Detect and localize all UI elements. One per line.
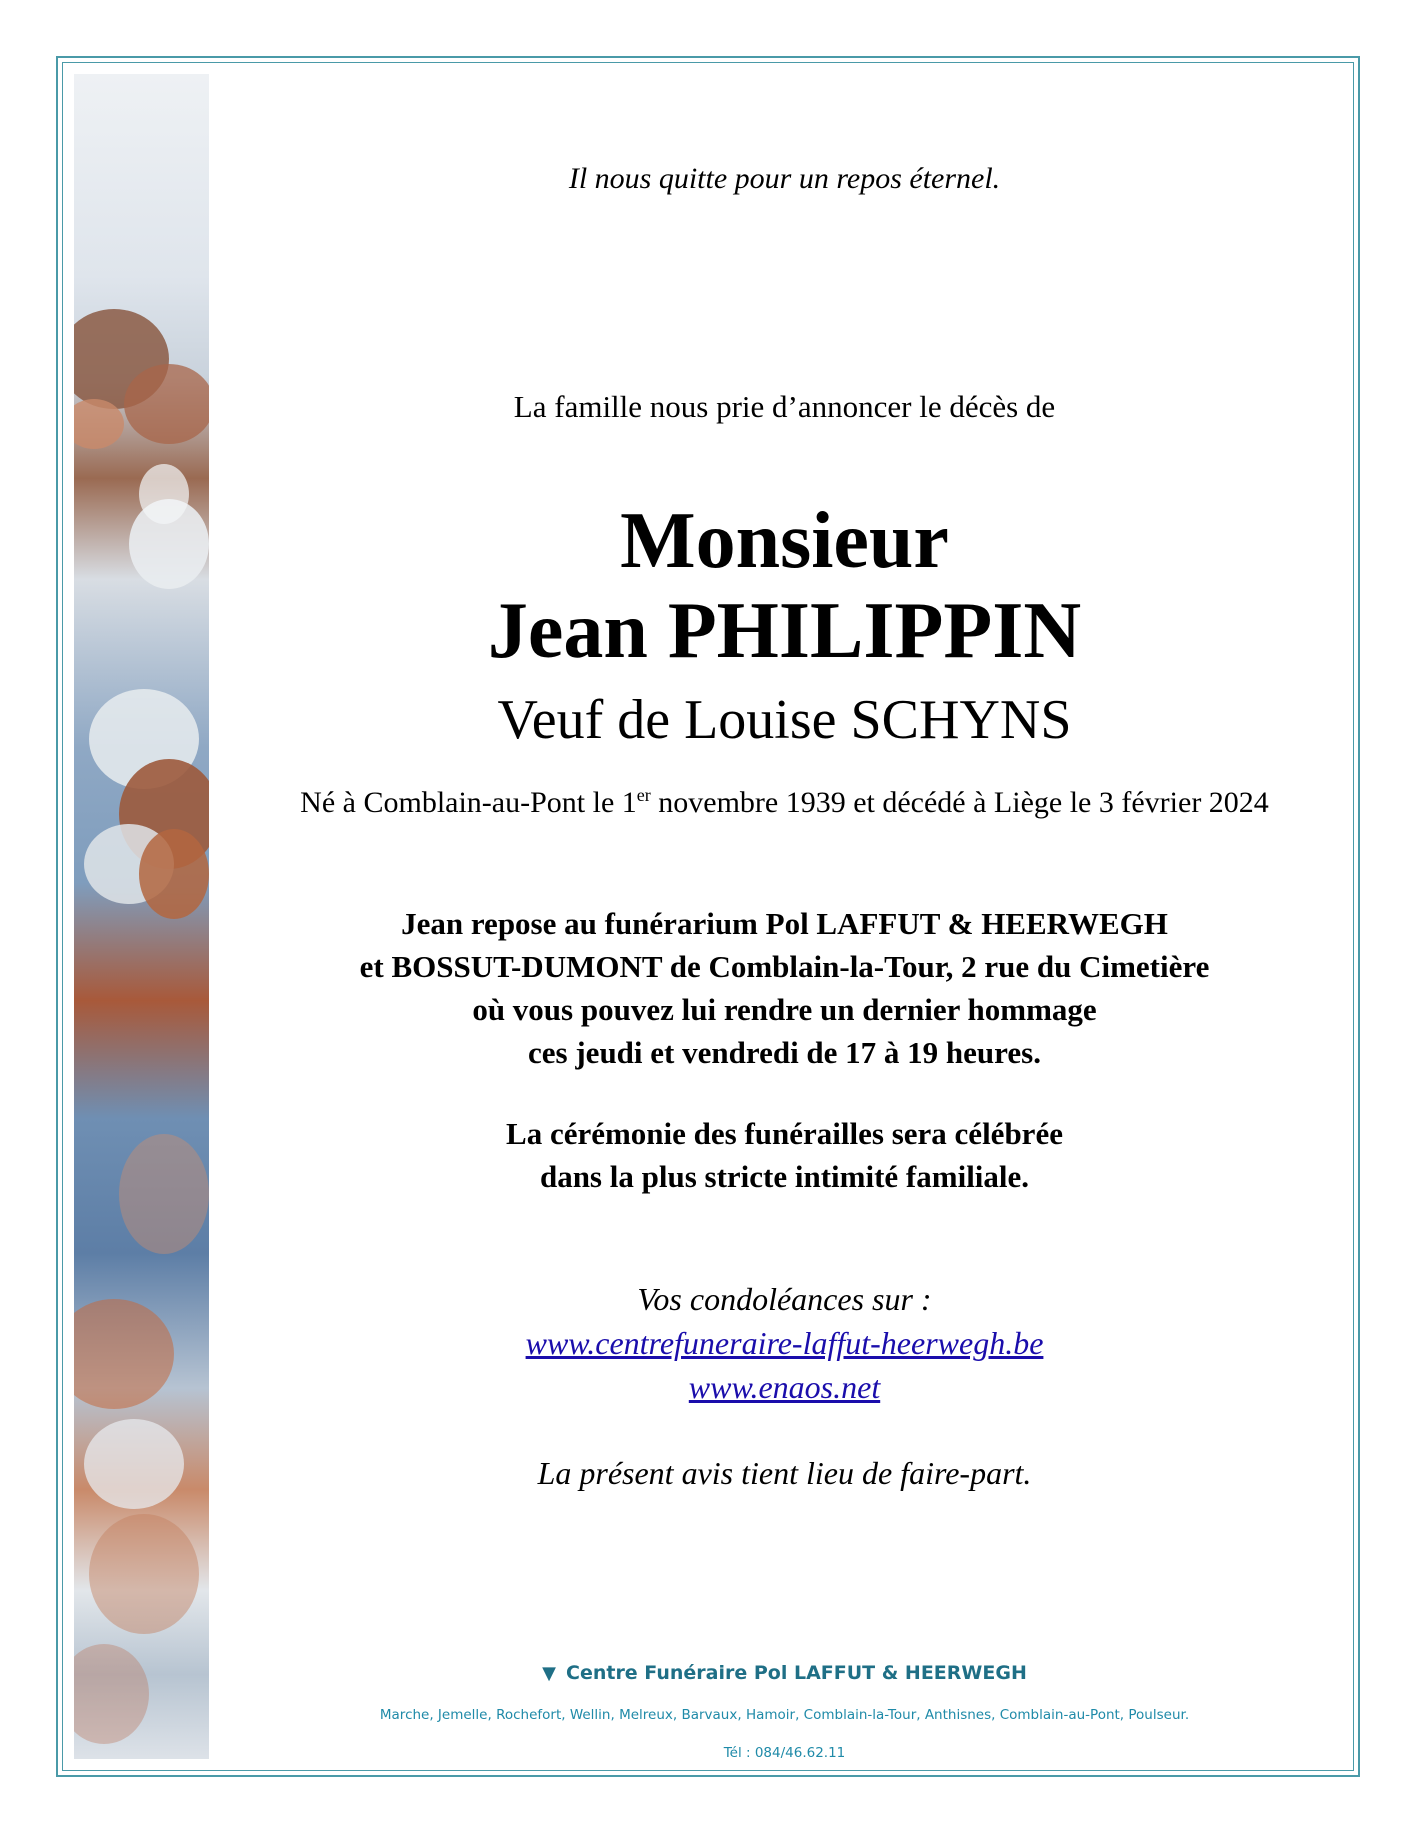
repose-line: et BOSSUT-DUMONT de Comblain-la-Tour, 2 rue du Cimetière <box>359 949 1210 984</box>
repose-line: ces jeudi et vendredi de 17 à 19 heures. <box>528 1035 1041 1070</box>
deceased-name: Jean PHILIPPIN <box>487 587 1082 675</box>
repose-line: où vous pouvez lui rendre un dernier hommage <box>472 992 1097 1027</box>
condolences-link-laffut[interactable]: www.centrefuneraire-laffut-heerwegh.be <box>525 1325 1044 1361</box>
footer-places: Marche, Jemelle, Rochefort, Wellin, Melreux, Barvaux, Hamoir, Comblain-la-Tour, Anthisnes, Comblain-au-Pont, Poulseur. <box>379 1707 1190 1723</box>
triangle-down-icon: ▼ <box>542 1663 556 1684</box>
dates-after: novembre 1939 et décédé à Liège le 3 février 2024 <box>650 786 1269 819</box>
repose-line: Jean repose au funérarium Pol LAFFUT & HEERWEGH <box>401 906 1168 941</box>
decorative-photo-strip <box>74 74 209 1759</box>
condolences-label: Vos condoléances sur : <box>637 1281 932 1317</box>
dates-superscript: er <box>636 785 651 805</box>
widow-line: Veuf de Louise SCHYNS <box>497 689 1072 751</box>
opening-quote: Il nous quitte pour un repos éternel. <box>568 162 1001 195</box>
footer-phone: Tél : 084/46.62.11 <box>723 1745 846 1761</box>
birth-death-dates <box>209 785 1360 820</box>
intro-text: La famille nous prie d’annoncer le décès de <box>513 389 1056 424</box>
ceremony-line: dans la plus stricte intimité familiale. <box>539 1159 1030 1194</box>
frozen-leaves-illustration <box>74 74 209 1759</box>
notice-text: La présent avis tient lieu de faire-part. <box>537 1455 1032 1491</box>
footer-title-text: Centre Funéraire Pol LAFFUT & HEERWEGH <box>566 1662 1027 1684</box>
repose-paragraph <box>209 902 1360 1074</box>
ceremony-paragraph <box>209 1112 1360 1198</box>
condolences-link-enaos[interactable]: www.enaos.net <box>688 1369 881 1405</box>
ceremony-line: La cérémonie des funérailles sera célébrée <box>506 1116 1063 1151</box>
announcement-content <box>209 62 1360 1771</box>
condolences-block <box>209 1277 1360 1409</box>
footer-title <box>209 1662 1360 1684</box>
dates-before: Né à Comblain-au-Pont le 1 <box>300 786 637 819</box>
honorific-title: Monsieur <box>620 497 949 585</box>
